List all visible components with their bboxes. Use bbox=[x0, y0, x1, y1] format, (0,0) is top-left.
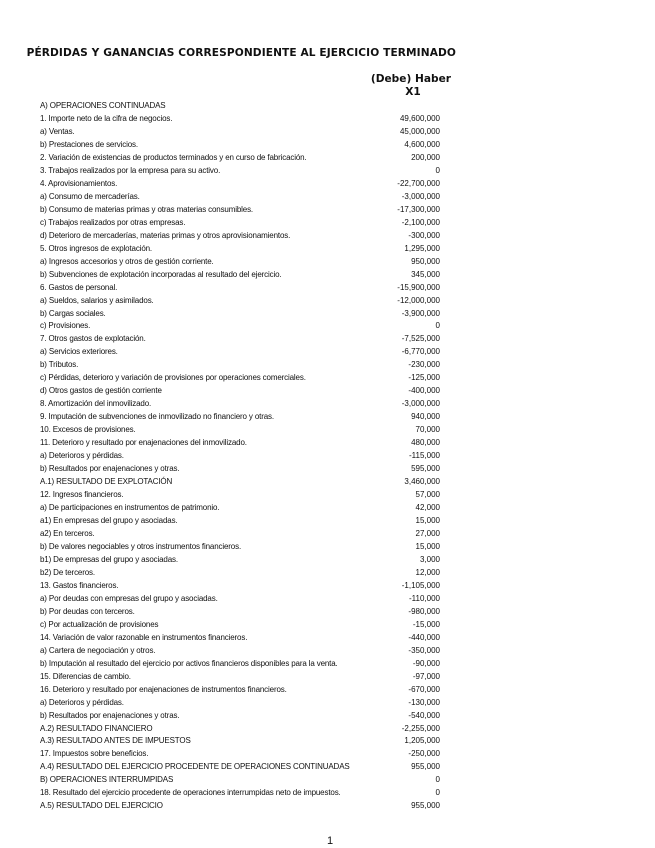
page-number: 1 bbox=[326, 835, 334, 847]
row-value: 12,000 bbox=[415, 567, 440, 577]
table-row bbox=[40, 217, 440, 230]
row-value: -110,000 bbox=[409, 593, 440, 603]
row-label: b) Por deudas con terceros. bbox=[40, 606, 135, 616]
row-value: 950,000 bbox=[411, 256, 440, 266]
table-row bbox=[40, 710, 440, 723]
row-value: 15,000 bbox=[415, 541, 440, 551]
table-row bbox=[40, 658, 440, 671]
row-label: 12. Ingresos financieros. bbox=[40, 490, 124, 500]
row-label: b) Prestaciones de servicios. bbox=[40, 139, 138, 149]
row-label: 16. Deterioro y resultado por enajenaciones de instrumentos financieros. bbox=[40, 684, 287, 694]
row-value: 3,460,000 bbox=[404, 477, 440, 487]
row-value: -6,770,000 bbox=[401, 347, 440, 357]
row-value: 0 bbox=[435, 321, 440, 331]
table-row bbox=[40, 113, 440, 126]
row-value: 955,000 bbox=[411, 762, 440, 772]
row-label: 4. Aprovisionamientos. bbox=[40, 178, 118, 188]
row-value: -350,000 bbox=[408, 645, 440, 655]
row-value: -3,000,000 bbox=[401, 191, 440, 201]
table-row bbox=[40, 126, 440, 139]
row-value: 15,000 bbox=[415, 516, 440, 525]
row-label: a) Sueldos, salarios y asimilados. bbox=[40, 295, 154, 305]
table-row bbox=[40, 554, 440, 567]
row-label: 18. Resultado del ejercicio procedente de operaciones interrumpidas neto de impuestos. bbox=[40, 788, 341, 798]
row-value: 0 bbox=[435, 165, 440, 175]
table-row bbox=[40, 359, 440, 372]
row-value: -1,105,000 bbox=[401, 580, 440, 590]
document-title: PÉRDIDAS Y GANANCIAS CORRESPONDIENTE AL EJERCICIO TERMINADO bbox=[26, 47, 456, 59]
table-row bbox=[40, 372, 440, 385]
row-value: -230,000 bbox=[408, 360, 440, 370]
column-year: X1 bbox=[405, 86, 421, 98]
column-header: (Debe) Haber bbox=[370, 73, 451, 85]
row-value: 595,000 bbox=[411, 464, 440, 474]
row-label: a) De participaciones en instrumentos de patrimonio. bbox=[40, 503, 220, 513]
row-label: a) Ingresos accesorios y otros de gestión corriente. bbox=[40, 256, 214, 266]
row-value: 1,295,000 bbox=[404, 243, 440, 253]
row-value: -3,900,000 bbox=[401, 308, 440, 318]
table-row bbox=[40, 243, 440, 256]
row-value: 70,000 bbox=[415, 425, 440, 435]
row-value: 0 bbox=[435, 788, 440, 798]
row-value: -400,000 bbox=[408, 386, 440, 396]
row-label: 9. Imputación de subvenciones de inmovilizado no financiero y otras. bbox=[40, 412, 274, 422]
row-label: a) Deterioros y pérdidas. bbox=[40, 451, 124, 461]
table-row bbox=[40, 502, 440, 515]
row-label: 6. Gastos de personal. bbox=[40, 282, 118, 292]
table-row bbox=[40, 333, 440, 346]
row-label: b1) De empresas del grupo y asociadas. bbox=[40, 554, 178, 564]
row-label: 13. Gastos financieros. bbox=[40, 580, 119, 590]
title-container bbox=[26, 47, 456, 63]
row-label: d) Deterioro de mercaderías, materias primas y otros aprovisionamientos. bbox=[40, 230, 291, 240]
row-label: b) De valores negociables y otros instrumentos financieros. bbox=[40, 541, 242, 551]
table-row bbox=[40, 619, 440, 632]
table-row bbox=[40, 320, 440, 333]
row-value: -15,900,000 bbox=[397, 282, 440, 292]
row-label: b2) De terceros. bbox=[40, 567, 95, 577]
row-value: 42,000 bbox=[415, 503, 440, 513]
row-value: -980,000 bbox=[408, 606, 440, 616]
row-label: b) Resultados por enajenaciones y otras. bbox=[40, 710, 180, 720]
row-value: 0 bbox=[435, 775, 440, 785]
row-value: -2,100,000 bbox=[401, 217, 440, 227]
row-value: 49,600,000 bbox=[399, 113, 440, 123]
table-row bbox=[40, 282, 440, 295]
row-label: b) Subvenciones de explotación incorporadas al resultado del ejercicio. bbox=[40, 269, 282, 279]
row-value: -250,000 bbox=[408, 749, 440, 759]
row-value: 955,000 bbox=[411, 801, 440, 811]
row-label: c) Trabajos realizados por otras empresas. bbox=[40, 217, 186, 227]
table-row bbox=[40, 152, 440, 165]
row-value: -7,525,000 bbox=[401, 334, 440, 344]
row-label: 3. Trabajos realizados por la empresa para su activo. bbox=[40, 165, 221, 175]
row-value: 57,000 bbox=[415, 490, 440, 500]
row-label: a) Por deudas con empresas del grupo y asociadas. bbox=[40, 593, 218, 603]
row-value: 480,000 bbox=[411, 438, 440, 448]
row-value: 1,205,000 bbox=[404, 736, 440, 746]
row-value: 4,600,000 bbox=[404, 139, 440, 149]
table-row bbox=[40, 528, 440, 541]
table-row bbox=[40, 100, 440, 113]
row-label: b) Cargas sociales. bbox=[40, 308, 106, 318]
row-value: -540,000 bbox=[408, 710, 440, 720]
row-label: 7. Otros gastos de explotación. bbox=[40, 334, 146, 344]
row-label: a) Servicios exteriores. bbox=[40, 347, 118, 357]
table-row bbox=[40, 269, 440, 282]
income-statement-table bbox=[40, 100, 440, 813]
row-value: -90,000 bbox=[412, 658, 440, 668]
row-label: a) Deterioros y pérdidas. bbox=[40, 697, 124, 707]
table-row bbox=[40, 256, 440, 269]
table-row bbox=[40, 593, 440, 606]
row-value: 345,000 bbox=[411, 269, 440, 279]
row-label: 1. Importe neto de la cifra de negocios. bbox=[40, 113, 173, 123]
table-row bbox=[40, 580, 440, 593]
row-value: 200,000 bbox=[411, 152, 440, 162]
table-row bbox=[40, 424, 440, 437]
row-label: A.1) RESULTADO DE EXPLOTACIÓN bbox=[40, 477, 173, 487]
table-row bbox=[40, 295, 440, 308]
table-row bbox=[40, 489, 440, 502]
row-value: -130,000 bbox=[408, 697, 440, 707]
row-label: 15. Diferencias de cambio. bbox=[40, 671, 131, 681]
row-value: -115,000 bbox=[409, 451, 440, 461]
table-row bbox=[40, 735, 440, 748]
table-row bbox=[40, 567, 440, 580]
row-label: A.4) RESULTADO DEL EJERCICIO PROCEDENTE DE OPERACIONES CONTINUADAS bbox=[40, 762, 350, 772]
table-row bbox=[40, 515, 440, 528]
row-label: A.3) RESULTADO ANTES DE IMPUESTOS bbox=[40, 736, 191, 746]
row-label: a1) En empresas del grupo y asociadas. bbox=[40, 516, 178, 525]
table-row bbox=[40, 632, 440, 645]
row-label: a) Consumo de mercaderías. bbox=[40, 191, 140, 201]
table-row bbox=[40, 748, 440, 761]
row-value: -2,255,000 bbox=[401, 723, 440, 733]
row-label: c) Pérdidas, deterioro y variación de provisiones por operaciones comerciales. bbox=[40, 373, 306, 383]
row-label: 8. Amortización del inmovilizado. bbox=[40, 399, 152, 409]
row-label: a2) En terceros. bbox=[40, 528, 95, 538]
table-row bbox=[40, 774, 440, 787]
row-label: b) Tributos. bbox=[40, 360, 79, 370]
table-row bbox=[40, 645, 440, 658]
table-row bbox=[40, 385, 440, 398]
table-row bbox=[40, 671, 440, 684]
row-value: -17,300,000 bbox=[397, 204, 440, 214]
table-row bbox=[40, 398, 440, 411]
table-row bbox=[40, 411, 440, 424]
row-value: -300,000 bbox=[408, 230, 440, 240]
row-value: -3,000,000 bbox=[401, 399, 440, 409]
row-label: 10. Excesos de provisiones. bbox=[40, 425, 136, 435]
table-row bbox=[40, 606, 440, 619]
row-value: 3,000 bbox=[419, 554, 440, 564]
row-label: a) Ventas. bbox=[40, 126, 75, 136]
row-value: -12,000,000 bbox=[397, 295, 440, 305]
table-row bbox=[40, 437, 440, 450]
row-label: 5. Otros ingresos de explotación. bbox=[40, 243, 153, 253]
table-row bbox=[40, 723, 440, 736]
row-value: -15,000 bbox=[412, 619, 440, 629]
row-label: B) OPERACIONES INTERRUMPIDAS bbox=[40, 775, 174, 785]
table-row bbox=[40, 697, 440, 710]
row-value: -440,000 bbox=[408, 632, 440, 642]
table-row bbox=[40, 800, 440, 813]
table-row bbox=[40, 191, 440, 204]
row-value: -125,000 bbox=[408, 373, 440, 383]
row-value: 940,000 bbox=[411, 412, 440, 422]
row-label: 17. Impuestos sobre beneficios. bbox=[40, 749, 149, 759]
table-row bbox=[40, 541, 440, 554]
table-row bbox=[40, 450, 440, 463]
row-label: A.5) RESULTADO DEL EJERCICIO bbox=[40, 801, 163, 811]
table-row bbox=[40, 346, 440, 359]
row-label: b) Imputación al resultado del ejercicio por activos financieros disponibles para la venta. bbox=[40, 658, 338, 668]
row-label: b) Resultados por enajenaciones y otras. bbox=[40, 464, 180, 474]
row-value: -670,000 bbox=[408, 684, 440, 694]
table-row bbox=[40, 463, 440, 476]
row-value: -97,000 bbox=[412, 671, 440, 681]
row-label: d) Otros gastos de gestión corriente bbox=[40, 386, 162, 396]
table-row bbox=[40, 787, 440, 800]
row-label: c) Provisiones. bbox=[40, 321, 91, 331]
row-label: a) Cartera de negociación y otros. bbox=[40, 645, 156, 655]
row-label: c) Por actualización de provisiones bbox=[40, 619, 159, 629]
table-row bbox=[40, 139, 440, 152]
table-row bbox=[40, 761, 440, 774]
row-label: 2. Variación de existencias de productos terminados y en curso de fabricación. bbox=[40, 152, 307, 162]
row-label: A.2) RESULTADO FINANCIERO bbox=[40, 723, 153, 733]
table-row bbox=[40, 230, 440, 243]
row-value: -22,700,000 bbox=[397, 178, 440, 188]
table-row bbox=[40, 178, 440, 191]
row-label: 11. Deterioro y resultado por enajenaciones del inmovilizado. bbox=[40, 438, 247, 448]
row-value: 45,000,000 bbox=[399, 126, 440, 136]
row-label: A) OPERACIONES CONTINUADAS bbox=[40, 101, 166, 110]
table-row bbox=[40, 165, 440, 178]
table-row bbox=[40, 308, 440, 321]
table-row bbox=[40, 476, 440, 489]
row-label: 14. Variación de valor razonable en instrumentos financieros. bbox=[40, 632, 248, 642]
row-label: b) Consumo de materias primas y otras materias consumibles. bbox=[40, 204, 254, 214]
table-row bbox=[40, 204, 440, 217]
table-row bbox=[40, 684, 440, 697]
row-value: 27,000 bbox=[415, 528, 440, 538]
